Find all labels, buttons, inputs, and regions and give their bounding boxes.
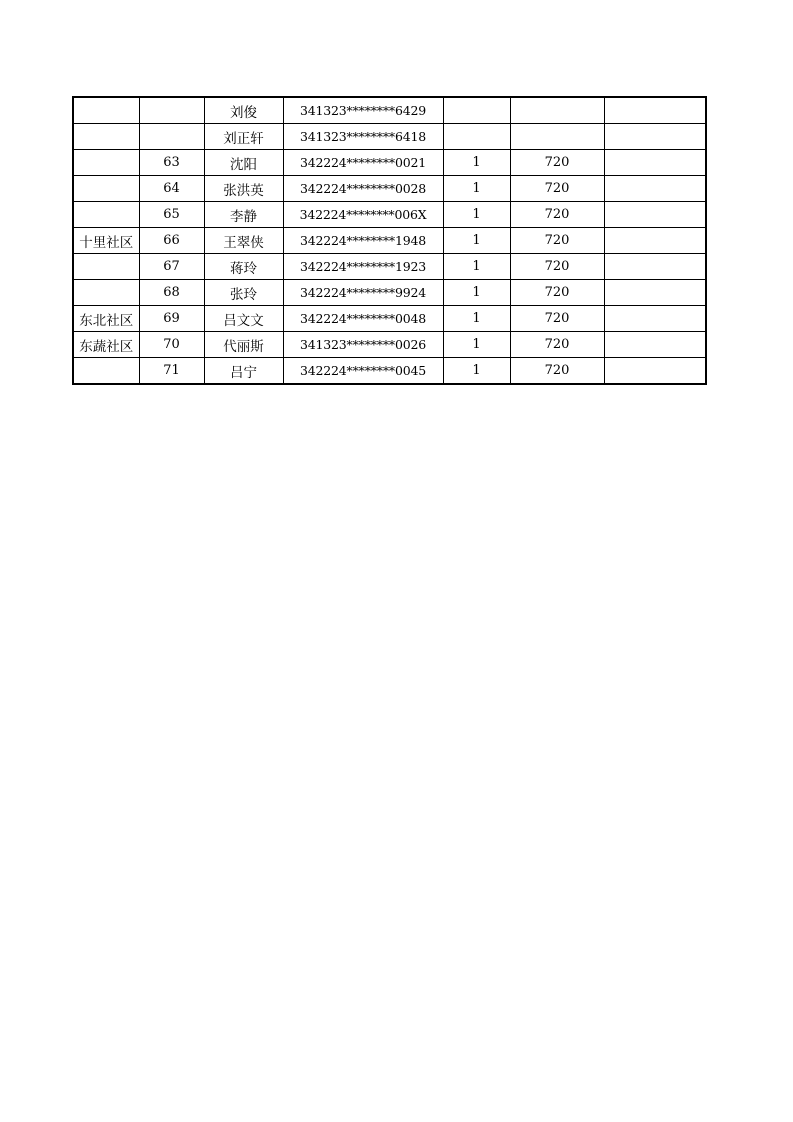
count-cell: 1 (443, 176, 510, 202)
id-number-cell: 342224********0021 (283, 150, 443, 176)
serial-number-cell (139, 124, 204, 150)
count-cell (443, 124, 510, 150)
serial-number-cell: 64 (139, 176, 204, 202)
note-cell (604, 358, 706, 385)
count-cell: 1 (443, 254, 510, 280)
person-name-cell: 李静 (204, 202, 283, 228)
amount-cell: 720 (510, 280, 604, 306)
community-cell (73, 280, 139, 306)
note-cell (604, 228, 706, 254)
community-cell (73, 97, 139, 124)
person-name-cell: 沈阳 (204, 150, 283, 176)
person-name-cell: 代丽斯 (204, 332, 283, 358)
count-cell (443, 97, 510, 124)
person-name-cell: 蒋玲 (204, 254, 283, 280)
serial-number-cell: 70 (139, 332, 204, 358)
table-row (73, 202, 706, 228)
id-number-cell: 342224********0028 (283, 176, 443, 202)
count-cell: 1 (443, 228, 510, 254)
table-row (73, 124, 706, 150)
person-name-cell: 吕文文 (204, 306, 283, 332)
table-row (73, 254, 706, 280)
count-cell: 1 (443, 150, 510, 176)
serial-number-cell: 68 (139, 280, 204, 306)
note-cell (604, 202, 706, 228)
serial-number-cell: 63 (139, 150, 204, 176)
count-cell: 1 (443, 280, 510, 306)
table-row (73, 358, 706, 385)
count-cell: 1 (443, 332, 510, 358)
community-cell (73, 124, 139, 150)
amount-cell (510, 124, 604, 150)
note-cell (604, 124, 706, 150)
community-cell (73, 254, 139, 280)
note-cell (604, 254, 706, 280)
id-number-cell: 342224********0048 (283, 306, 443, 332)
id-number-cell: 341323********6429 (283, 97, 443, 124)
person-name-cell: 王翠侠 (204, 228, 283, 254)
id-number-cell: 342224********006X (283, 202, 443, 228)
table-row (73, 280, 706, 306)
note-cell (604, 97, 706, 124)
subsidy-table (72, 96, 707, 385)
serial-number-cell (139, 97, 204, 124)
count-cell: 1 (443, 306, 510, 332)
amount-cell: 720 (510, 228, 604, 254)
note-cell (604, 176, 706, 202)
person-name-cell: 刘俊 (204, 97, 283, 124)
table-body (73, 97, 706, 384)
id-number-cell: 341323********6418 (283, 124, 443, 150)
amount-cell (510, 97, 604, 124)
table-row (73, 176, 706, 202)
id-number-cell: 342224********1948 (283, 228, 443, 254)
table-row (73, 306, 706, 332)
note-cell (604, 150, 706, 176)
amount-cell: 720 (510, 150, 604, 176)
table-row (73, 332, 706, 358)
amount-cell: 720 (510, 358, 604, 385)
table-row (73, 97, 706, 124)
table-row (73, 228, 706, 254)
note-cell (604, 306, 706, 332)
person-name-cell: 张玲 (204, 280, 283, 306)
community-cell: 十里社区 (73, 228, 139, 254)
community-cell (73, 150, 139, 176)
serial-number-cell: 67 (139, 254, 204, 280)
community-cell (73, 202, 139, 228)
id-number-cell: 341323********0026 (283, 332, 443, 358)
amount-cell: 720 (510, 306, 604, 332)
note-cell (604, 332, 706, 358)
id-number-cell: 342224********1923 (283, 254, 443, 280)
amount-cell: 720 (510, 176, 604, 202)
person-name-cell: 吕宁 (204, 358, 283, 385)
serial-number-cell: 66 (139, 228, 204, 254)
note-cell (604, 280, 706, 306)
table-row (73, 150, 706, 176)
count-cell: 1 (443, 358, 510, 385)
serial-number-cell: 69 (139, 306, 204, 332)
amount-cell: 720 (510, 332, 604, 358)
person-name-cell: 张洪英 (204, 176, 283, 202)
id-number-cell: 342224********9924 (283, 280, 443, 306)
community-cell: 东北社区 (73, 306, 139, 332)
id-number-cell: 342224********0045 (283, 358, 443, 385)
amount-cell: 720 (510, 202, 604, 228)
community-cell: 东蔬社区 (73, 332, 139, 358)
person-name-cell: 刘正轩 (204, 124, 283, 150)
count-cell: 1 (443, 202, 510, 228)
community-cell (73, 176, 139, 202)
serial-number-cell: 71 (139, 358, 204, 385)
amount-cell: 720 (510, 254, 604, 280)
community-cell (73, 358, 139, 385)
serial-number-cell: 65 (139, 202, 204, 228)
